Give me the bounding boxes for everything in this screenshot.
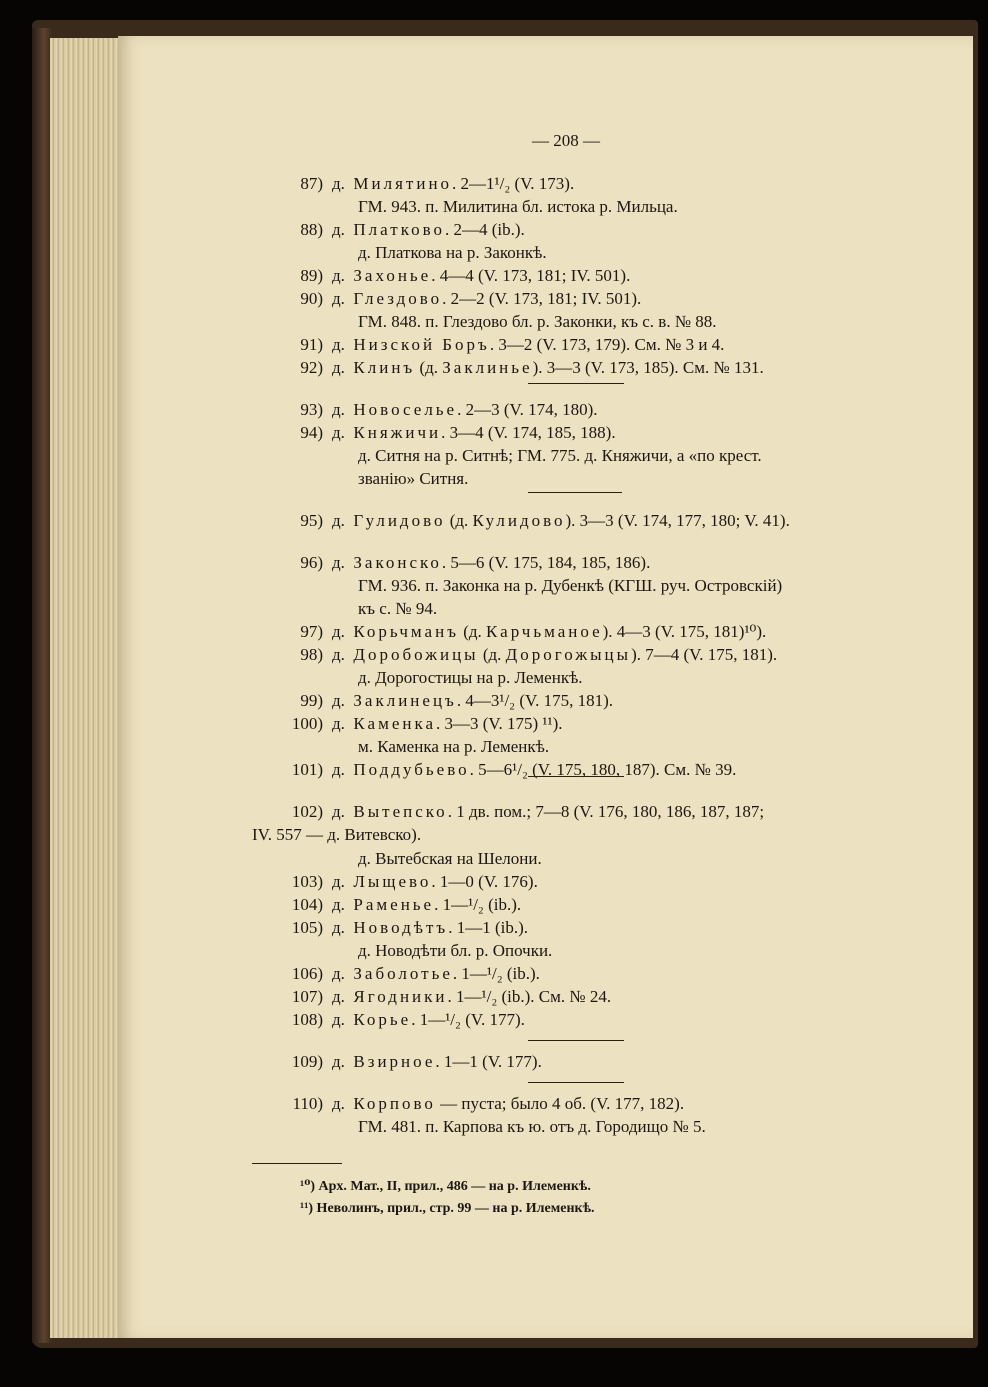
entry-number: 108) xyxy=(291,1010,323,1029)
village-name: Корпово xyxy=(353,1094,436,1113)
village-name: Взирное xyxy=(353,1052,436,1071)
entry-note: къ с. № 94. xyxy=(358,599,438,618)
entry-number: 106) xyxy=(291,964,323,983)
document-page xyxy=(118,36,973,1338)
entry-text xyxy=(332,872,538,892)
village-prefix: д. xyxy=(332,1010,345,1029)
village-prefix: д. xyxy=(332,802,345,821)
entry-number: 105) xyxy=(291,918,323,937)
village-prefix: д. xyxy=(332,645,345,664)
village-name: Новоселье xyxy=(353,400,458,419)
village-prefix: д. xyxy=(332,174,345,193)
book-spine xyxy=(32,28,52,1343)
entry-text xyxy=(332,266,630,286)
footnote-rule xyxy=(252,1163,342,1164)
village-prefix: д. xyxy=(332,918,345,937)
entry-number: 87) xyxy=(300,174,323,193)
entry-number: 99) xyxy=(300,691,323,710)
entry-details: . 5—6 (V. 175, 184, 185, 186). xyxy=(441,553,651,572)
section-divider xyxy=(528,492,622,493)
entry-details: . 4—3¹/₂ (V. 175, 181). xyxy=(456,691,613,710)
village-prefix: д. xyxy=(332,691,345,710)
entry-text xyxy=(332,964,540,984)
village-alt-name: Кулидово xyxy=(472,511,566,530)
entry-text xyxy=(332,358,764,378)
section-divider xyxy=(528,776,624,777)
entry-text xyxy=(332,553,650,573)
entry-details: . 1—¹/₂ (ib.). xyxy=(452,964,540,983)
entry-details: . 2—2 (V. 173, 181; IV. 501). xyxy=(442,289,642,308)
village-prefix: д. xyxy=(332,289,345,308)
alt-prefix: (д. xyxy=(415,358,443,377)
entry-note: IV. 557 — д. Витевско). xyxy=(252,825,422,844)
entry-text xyxy=(332,335,724,355)
entry-text xyxy=(332,645,777,665)
village-prefix: д. xyxy=(332,714,345,733)
entry-number: 95) xyxy=(300,511,323,530)
village-name: Княжичи xyxy=(353,423,442,442)
village-prefix: д. xyxy=(332,220,345,239)
village-name: Корьчманъ xyxy=(353,622,459,641)
entry-number: 97) xyxy=(300,622,323,641)
entry-text xyxy=(332,760,736,780)
village-alt-name: Карчьманое xyxy=(486,622,603,641)
alt-prefix: (д. xyxy=(445,511,473,530)
entry-details: . 3—3 (V. 175) ¹¹). xyxy=(436,714,563,733)
entry-details: . 1—¹/₂ (ib.). См. № 24. xyxy=(447,987,612,1006)
entry-details: . 1—1 (V. 177). xyxy=(435,1052,542,1071)
entry-details: ). 7—4 (V. 175, 181). xyxy=(631,645,778,664)
entry-details: ). 4—3 (V. 175, 181)¹⁰). xyxy=(602,622,767,641)
entry-number: 89) xyxy=(300,266,323,285)
village-name: Доробожицы xyxy=(353,645,479,664)
entry-number: 104) xyxy=(291,895,323,914)
entry-note: ГМ. 936. п. Законка на р. Дубенкѣ (КГШ. руч. Островскій) xyxy=(358,576,783,595)
village-name: Клинъ xyxy=(353,358,416,377)
village-name: Лыщево xyxy=(353,872,432,891)
village-prefix: д. xyxy=(332,964,345,983)
entry-details: . 1—¹/₂ (ib.). xyxy=(434,895,522,914)
entry-note: д. Вытебская на Шелони. xyxy=(358,849,542,868)
village-name: Ягодники xyxy=(353,987,448,1006)
village-name: Низской Боръ xyxy=(353,335,490,354)
entry-note: ГМ. 481. п. Карпова къ ю. отъ д. Городищо № 5. xyxy=(358,1117,706,1136)
entry-number: 102) xyxy=(291,802,323,821)
entry-number: 100) xyxy=(291,714,323,733)
village-name: Глездово xyxy=(353,289,443,308)
village-prefix: д. xyxy=(332,511,345,530)
entry-number: 88) xyxy=(300,220,323,239)
entry-text xyxy=(332,918,528,938)
entry-details: . 2—4 (ib.). xyxy=(445,220,525,239)
village-name: Заболотье xyxy=(353,964,453,983)
village-name: Каменка xyxy=(353,714,437,733)
entry-text xyxy=(332,1052,542,1072)
entry-note: ГМ. 943. п. Милитина бл. истока р. Мильца. xyxy=(358,197,678,216)
entry-number: 103) xyxy=(291,872,323,891)
village-prefix: д. xyxy=(332,553,345,572)
village-prefix: д. xyxy=(332,895,345,914)
village-prefix: д. xyxy=(332,400,345,419)
entry-text xyxy=(332,289,641,309)
page-number: — 208 — xyxy=(532,131,600,150)
footnote: ¹¹) Неволинъ, прил., стр. 99 — на р. Илеменкѣ. xyxy=(300,1201,595,1216)
village-name: Новодѣтъ xyxy=(353,918,449,937)
entry-number: 91) xyxy=(300,335,323,354)
entry-note: д. Ситня на р. Ситнѣ; ГМ. 775. д. Княжичи, а «по крест. xyxy=(358,446,762,465)
entry-text xyxy=(332,622,766,642)
entry-text xyxy=(332,691,613,711)
entry-number: 98) xyxy=(300,645,323,664)
entry-details: — пуста; было 4 об. (V. 177, 182). xyxy=(435,1094,685,1113)
entry-number: 92) xyxy=(300,358,323,377)
village-name: Корье xyxy=(353,1010,412,1029)
alt-prefix: (д. xyxy=(458,622,487,641)
entry-number: 93) xyxy=(300,400,323,419)
village-prefix: д. xyxy=(332,987,345,1006)
village-name: Поддубьево xyxy=(353,760,470,779)
village-name: Захонье xyxy=(353,266,432,285)
entry-note: д. Новодѣти бл. р. Опочки. xyxy=(358,941,553,960)
entry-number: 101) xyxy=(291,760,323,779)
village-name: Платково xyxy=(353,220,446,239)
section-divider xyxy=(528,1082,624,1083)
entry-note: д. Платкова на р. Законкѣ. xyxy=(358,243,547,262)
village-prefix: д. xyxy=(332,760,345,779)
section-divider xyxy=(528,1040,624,1041)
village-name: Раменье xyxy=(353,895,435,914)
village-alt-name: Дорогожыцы xyxy=(505,645,632,664)
village-name: Заклинецъ xyxy=(353,691,457,710)
village-prefix: д. xyxy=(332,423,345,442)
entry-number: 96) xyxy=(300,553,323,572)
village-name: Законско xyxy=(353,553,442,572)
village-prefix: д. xyxy=(332,358,345,377)
entry-text xyxy=(332,174,574,194)
entry-number: 109) xyxy=(291,1052,323,1071)
entry-number: 110) xyxy=(292,1094,323,1113)
entry-text xyxy=(332,400,598,420)
village-prefix: д. xyxy=(332,266,345,285)
entry-text xyxy=(332,895,521,915)
village-prefix: д. xyxy=(332,622,345,641)
entry-number: 107) xyxy=(291,987,323,1006)
entry-details: . 1—1 (ib.). xyxy=(448,918,529,937)
entry-text xyxy=(332,511,790,531)
entry-details: . 5—6¹/₂ (V. 175, 180, 187). См. № 39. xyxy=(469,760,737,779)
entry-text xyxy=(332,714,563,734)
village-alt-name: Заклинье xyxy=(442,358,533,377)
entry-text xyxy=(332,1010,525,1030)
entry-text xyxy=(332,987,611,1007)
entry-details: . 4—4 (V. 173, 181; IV. 501). xyxy=(431,266,631,285)
entry-number: 90) xyxy=(300,289,323,308)
entry-details: . 2—1¹/₂ (V. 173). xyxy=(452,174,575,193)
entry-text xyxy=(332,220,525,240)
entry-note: м. Каменка на р. Леменкѣ. xyxy=(358,737,550,756)
village-prefix: д. xyxy=(332,335,345,354)
entry-note: званію» Ситня. xyxy=(358,469,469,488)
entry-note: ГМ. 848. п. Глездово бл. р. Законки, къ с. в. № 88. xyxy=(358,312,717,331)
village-name: Милятино xyxy=(353,174,453,193)
entry-details: ). 3—3 (V. 174, 177, 180; V. 41). xyxy=(565,511,790,530)
alt-prefix: (д. xyxy=(478,645,506,664)
entry-details: . 2—3 (V. 174, 180). xyxy=(457,400,598,419)
section-divider xyxy=(528,383,624,384)
entry-note: д. Дорогостицы на р. Леменкѣ. xyxy=(358,668,583,687)
entry-text xyxy=(332,423,616,443)
footnote: ¹⁰) Арх. Мат., II, прил., 486 — на р. Илеменкѣ. xyxy=(300,1179,591,1194)
entry-details: . 1—0 (V. 176). xyxy=(431,872,538,891)
entry-details: . 1 дв. пом.; 7—8 (V. 176, 180, 186, 187, 187; xyxy=(447,802,765,821)
village-name: Вытепско xyxy=(353,802,448,821)
entry-details: ). 3—3 (V. 173, 185). См. № 131. xyxy=(532,358,764,377)
village-prefix: д. xyxy=(332,1094,345,1113)
entry-text xyxy=(332,802,764,822)
village-prefix: д. xyxy=(332,1052,345,1071)
entry-text xyxy=(332,1094,684,1114)
village-name: Гулидово xyxy=(353,511,446,530)
entry-details: . 3—4 (V. 174, 185, 188). xyxy=(441,423,616,442)
entry-details: . 1—¹/₂ (V. 177). xyxy=(411,1010,525,1029)
entry-details: . 3—2 (V. 173, 179). См. № 3 и 4. xyxy=(489,335,725,354)
village-prefix: д. xyxy=(332,872,345,891)
entry-number: 94) xyxy=(300,423,323,442)
